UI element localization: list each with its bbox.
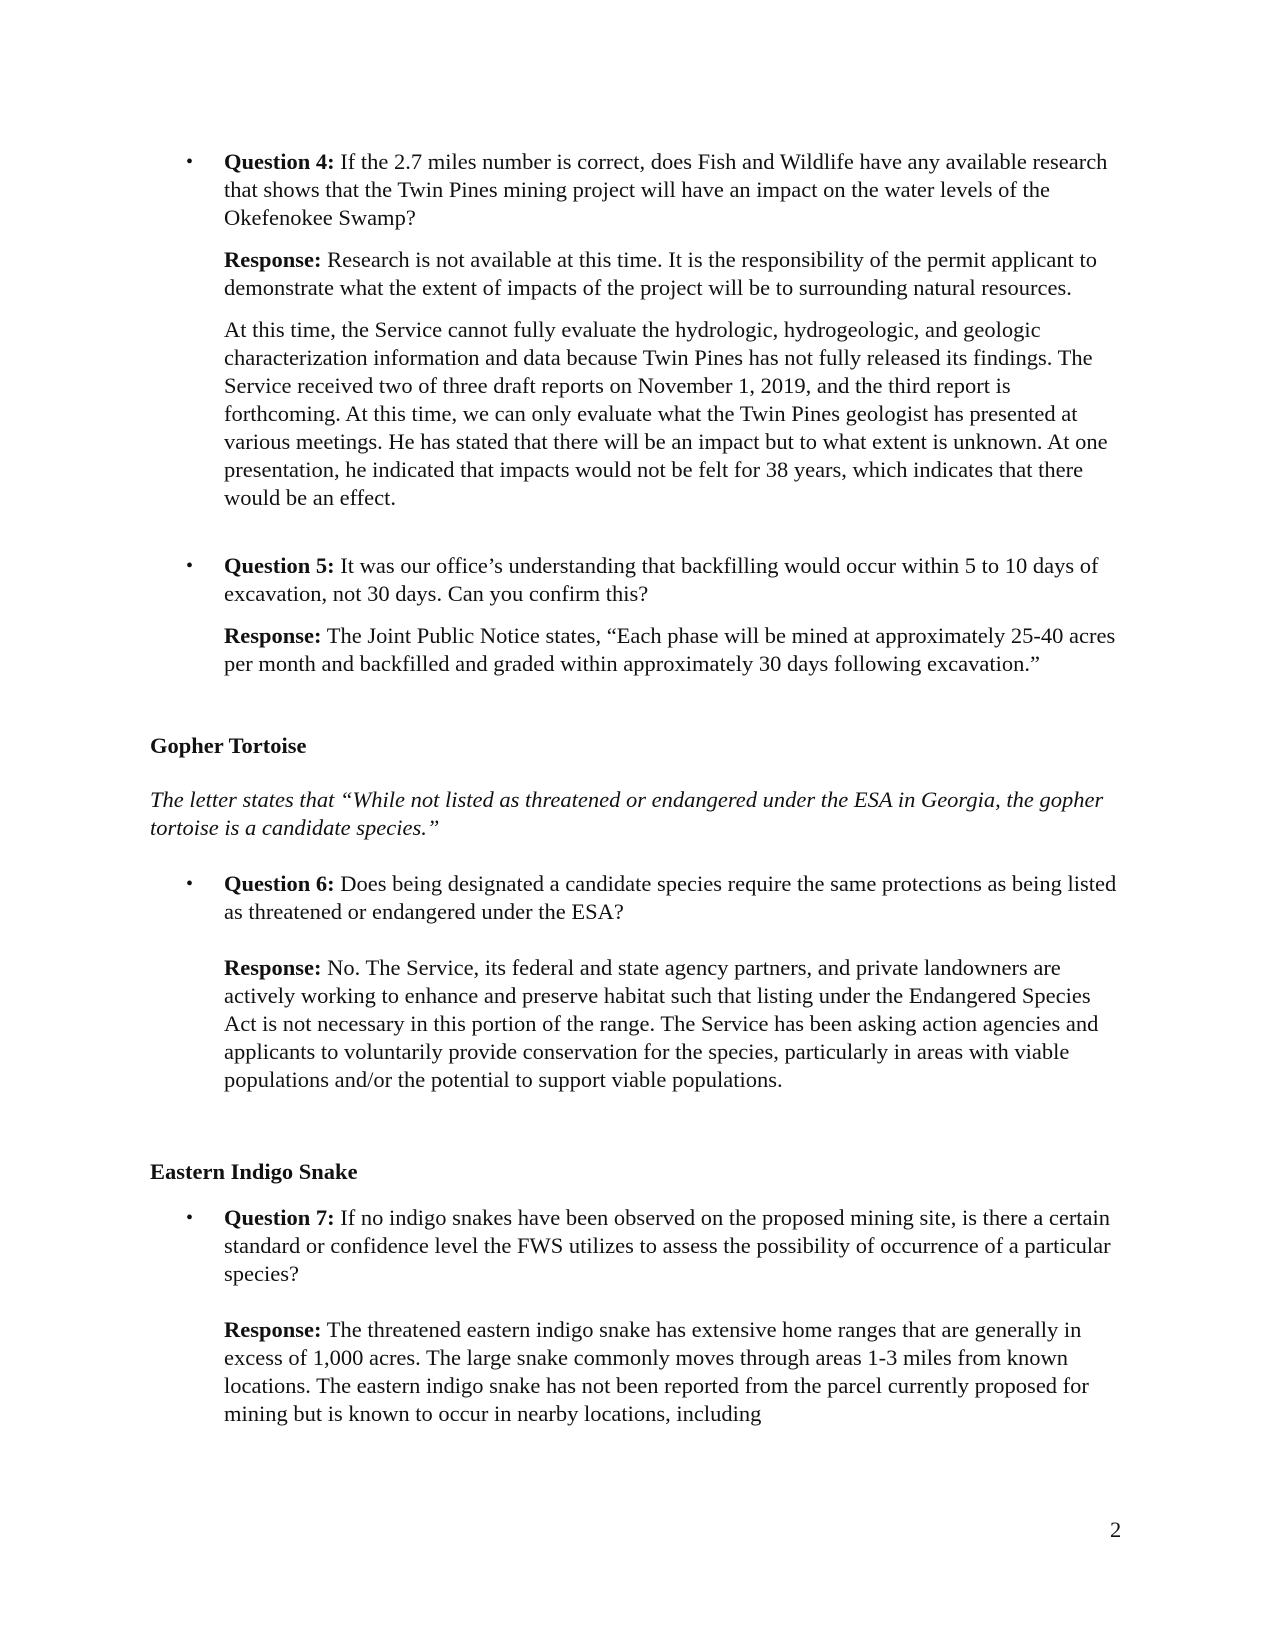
section-heading-eastern-indigo-snake: Eastern Indigo Snake — [150, 1159, 358, 1184]
question-5-block — [186, 552, 1126, 678]
question-6 — [224, 870, 1126, 926]
question-7 — [224, 1204, 1126, 1288]
question-4-block — [186, 148, 1126, 512]
response-label: Response: — [224, 623, 322, 648]
response-text: The Joint Public Notice states, “Each phase will be mined at approximately 25-40 acres per month and backfilled and graded within approximately 30 days following excavation.” — [224, 623, 1116, 676]
section-intro-gopher-tortoise: The letter states that “While not listed as threatened or endangered under the ESA in Georgia, the gopher tortoise is a candidate species.” — [150, 787, 1104, 840]
page-number: 2 — [1110, 1517, 1122, 1542]
question-7-block — [186, 1204, 1126, 1428]
question-text: If the 2.7 miles number is correct, does Fish and Wildlife have any available research that shows that the Twin Pines mining project will have an impact on the water levels of the Okefenokee Swamp? — [224, 149, 1108, 230]
response-label: Response: — [224, 1317, 322, 1342]
bullet-icon: • — [186, 151, 194, 173]
response-label: Response: — [224, 955, 322, 980]
question-text: Does being designated a candidate species require the same protections as being listed as threatened or endangered under the ESA? — [224, 871, 1117, 924]
response-4-paragraph-2: At this time, the Service cannot fully evaluate the hydrologic, hydrogeologic, and geologic characterization information and data because Twin Pines has not fully released its findings. The Service received two of three draft reports on November 1, 2019, and the third report is forthcoming. At this time, we can only evaluate what the Twin Pines geologist has presented at various meetings. He has stated that there will be an impact but to what extent is unknown. At one presentation, he indicated that impacts would not be felt for 38 years, which indicates that there would be an effect. — [224, 317, 1108, 510]
bullet-icon: • — [186, 1207, 194, 1229]
response-4 — [224, 246, 1126, 302]
response-5 — [224, 622, 1126, 678]
question-label: Question 4: — [224, 149, 335, 174]
bullet-icon: • — [186, 873, 194, 895]
question-label: Question 5: — [224, 553, 335, 578]
question-label: Question 6: — [224, 871, 335, 896]
question-5 — [224, 552, 1126, 608]
question-4 — [224, 148, 1126, 232]
question-label: Question 7: — [224, 1205, 335, 1230]
response-6 — [224, 954, 1126, 1094]
response-text: Research is not available at this time. It is the responsibility of the permit applicant to demonstrate what the extent of impacts of the project will be to surrounding natural resources. — [224, 247, 1097, 300]
question-text: It was our office’s understanding that backfilling would occur within 5 to 10 days of excavation, not 30 days. Can you confirm this? — [224, 553, 1099, 606]
section-heading-gopher-tortoise: Gopher Tortoise — [150, 733, 307, 758]
response-text: No. The Service, its federal and state agency partners, and private landowners are actively working to enhance and preserve habitat such that listing under the Endangered Species Act is not necessary in this portion of the range. The Service has been asking action agencies and applicants to voluntarily provide conservation for the species, particularly in areas with viable populations and/or the potential to support viable populations. — [224, 955, 1099, 1092]
question-6-block — [186, 870, 1126, 1094]
question-text: If no indigo snakes have been observed on the proposed mining site, is there a certain standard or confidence level the FWS utilizes to assess the possibility of occurrence of a particular species? — [224, 1205, 1111, 1286]
response-7 — [224, 1316, 1126, 1428]
response-text: The threatened eastern indigo snake has extensive home ranges that are generally in excess of 1,000 acres. The large snake commonly moves through areas 1-3 miles from known locations. The eastern indigo snake has not been reported from the parcel currently proposed for mining but is known to occur in nearby locations, including — [224, 1317, 1089, 1426]
response-label: Response: — [224, 247, 322, 272]
bullet-icon: • — [186, 555, 194, 577]
